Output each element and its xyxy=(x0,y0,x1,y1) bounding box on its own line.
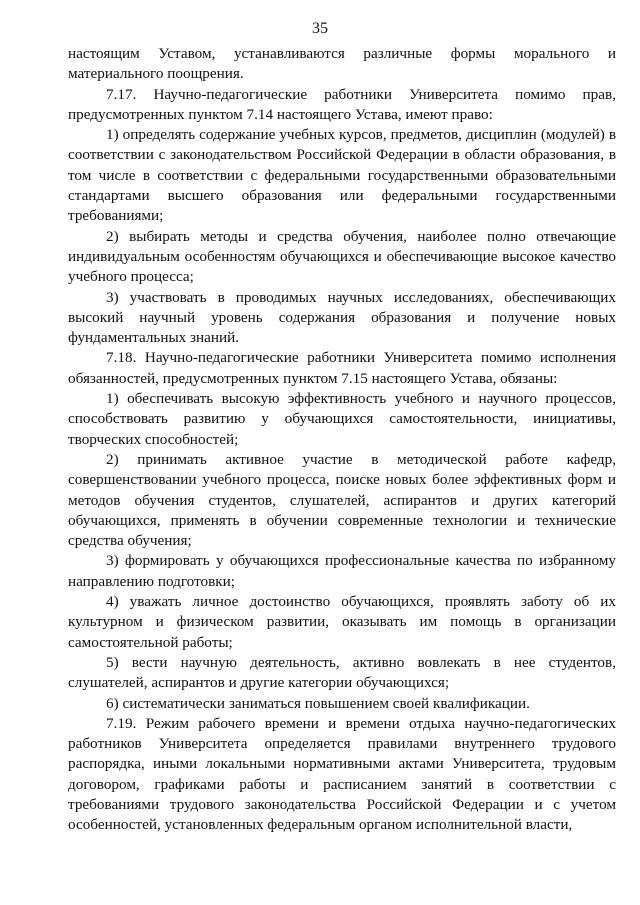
clause-7-17-item-2: 2) выбирать методы и средства обучения, наиболее полно отвечающие индивидуальным особенностям обучающихся и обеспечивающие высокое качество учебного процесса; xyxy=(68,227,616,286)
document-body xyxy=(68,44,616,836)
clause-7-17: 7.17. Научно-педагогические работники Университета помимо прав, предусмотренных пунктом 7.14 настоящего Устава, имеют право: xyxy=(68,85,616,123)
clause-7-18-item-5: 5) вести научную деятельность, активно вовлекать в нее студентов, слушателей, аспирантов и другие категории обучающихся; xyxy=(68,653,616,692)
clause-7-17-item-1: 1) определять содержание учебных курсов, предметов, дисциплин (модулей) в соответствии с законодательством Российской Федерации в области образования, в том числе в соответствии с федеральными государственными образовательными стандартами высшего образования или федеральными государственными требованиями; xyxy=(68,126,616,225)
clause-7-18-item-2: 2) принимать активное участие в методической работе кафедр, совершенствовании учебного процесса, поиске новых более эффективных форм и методов обучения студентов, слушателей, аспирантов и других категорий обучающихся, применять в обучении современные технологии и технические средства обучения; xyxy=(68,450,616,550)
clause-7-17-item-3: 3) участвовать в проводимых научных исследованиях, обеспечивающих высокий научный уровень содержания образования и получение новых фундаментальных знаний. xyxy=(68,288,616,347)
paragraph-continuation: настоящим Уставом, устанавливаются различные формы морального и материального поощрения. xyxy=(68,45,616,83)
clause-7-18: 7.18. Научно-педагогические работники Университета помимо исполнения обязанностей, предусмотренных пунктом 7.15 настоящего Устава, обязаны: xyxy=(68,349,616,387)
page-number: 35 xyxy=(312,20,328,37)
clause-7-19: 7.19. Режим рабочего времени и времени отдыха научно-педагогических работников Университета определяется правилами внутреннего трудового распорядка, иными локальными нормативными актами Университета, трудовым договором, графиками работы и расписанием занятий в соответствии с требованиями трудового законодательства Российской Федерации и с учетом особенностей, установленных федеральным органом исполнительной власти, xyxy=(68,714,616,834)
clause-7-18-item-4: 4) уважать личное достоинство обучающихся, проявлять заботу об их культурном и физическом развитии, оказывать им помощь в организации самостоятельной работы; xyxy=(68,593,616,651)
clause-7-18-item-3: 3) формировать у обучающихся профессиональные качества по избранному направлению подготовки; xyxy=(68,552,616,590)
clause-7-18-item-6: 6) систематически заниматься повышением своей квалификации. xyxy=(106,694,530,712)
clause-7-18-item-1: 1) обеспечивать высокую эффективность учебного и научного процессов, способствовать развитию у обучающихся самостоятельности, инициативы, творческих способностей; xyxy=(68,390,616,448)
